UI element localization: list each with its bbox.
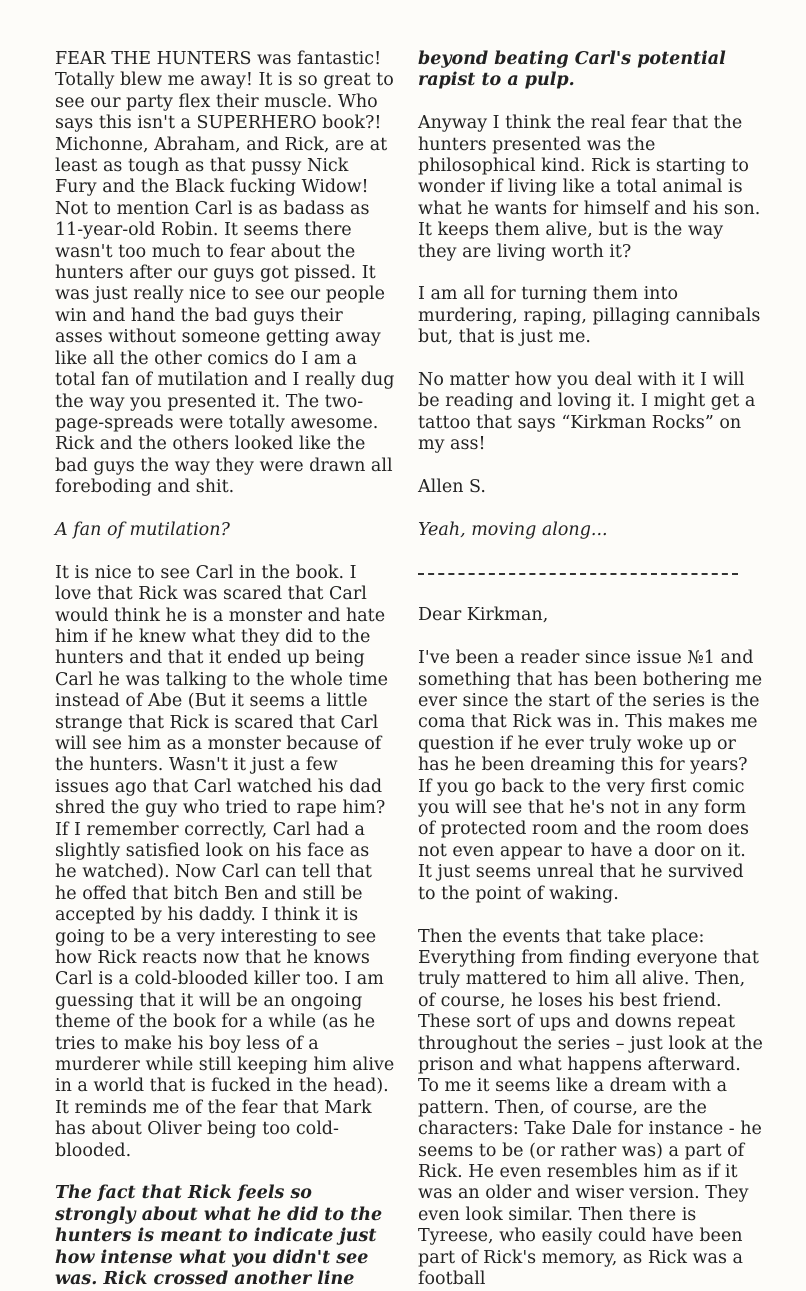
editor-reply-continued: beyond beating Carl's potential rapist to a pulp. <box>418 49 726 91</box>
letter-paragraph: It is nice to see Carl in the book. I love that Rick was scared that Carl would think he is a monster and hate him if he knew what they did to the hunters and that it ended up being Carl he was talking to the whole time instead of Abe (But it seems a little strange that Rick is scared that Carl will see him as a monster because of the hunters. Wasn't it just a few issues ago that Carl watched his dad shred the guy who tried to rape him? If I remember correctly, Carl had a slightly satisfied look on his face as he watched). Now Carl can tell that he offed that bitch Ben and still be accepted by his daddy. I think it is going to be a very interesting to see how Rick reacts now that he knows Carl is a cold-blooded killer too. I am guessing that it will be an ongoing theme of the book for a while (as he tries to make his boy less of a murderer while still keeping him alive in a world that is fucked in the head). It reminds me of the fear that Mark has about Oliver being too cold-blooded. <box>55 562 395 1161</box>
editor-reply: The fact that Rick feels so strongly about what he did to the hunters is meant to indicate just how intense what you didn't see was. Rick crossed another line <box>55 1183 383 1290</box>
letter-paragraph: No matter how you deal with it I will be reading and loving it. I might get a tattoo that says “Kirkman Rocks” on my ass! <box>418 370 756 455</box>
letter-paragraph: Anyway I think the real fear that the hunters presented was the philosophical kind. Rick is starting to wonder if living like a total animal is what he wants for himself and his son. It keeps them alive, but is the way they are living worth it? <box>418 113 761 262</box>
letter-salutation: Dear Kirkman, <box>418 605 549 626</box>
left-column <box>55 49 395 1291</box>
letter-paragraph: I've been a reader since issue №1 and something that has been bothering me ever since the start of the series is the coma that Rick was in. This makes me question if he ever truly woke up or has he been dreaming this for years? If you go back to the very first comic you will see that he's not in any form of protected room and the room does not even appear to have a door on it. It just seems unreal that he survived to the point of waking. <box>418 648 763 904</box>
letter-signature: Allen S. <box>418 477 486 498</box>
editor-reply: Yeah, moving along... <box>418 519 608 540</box>
editor-reply: A fan of mutilation? <box>55 519 230 540</box>
letter-paragraph: FEAR THE HUNTERS was fantastic! Totally blew me away! It is so great to see our party flex their muscle. Who says this isn't a SUPERHERO book?! Michonne, Abraham, and Rick, are at least as tough as that pussy Nick Fury and the Black fucking Widow! Not to mention Carl is as badass as 11-year-old Robin. It seems there wasn't too much to fear about the hunters after our guys got pissed. It was just really nice to see our people win and hand the bad guys their asses without someone getting away like all the other comics do I am a total fan of mutilation and I really dug the way you presented it. The two-page-spreads were totally awesome. Rick and the others looked like the bad guys the way they were drawn all foreboding and shit. <box>55 49 395 498</box>
letter-paragraph: I am all for turning them into murdering, raping, pillaging cannibals but, that is just me. <box>418 284 761 348</box>
dashed-divider <box>418 563 763 584</box>
letter-paragraph: Then the events that take place: Everything from finding everyone that truly mattered to him all alive. Then, of course, he loses his best friend. These sort of ups and downs repeat throughout the series – just look at the prison and what happens afterward. To me it seems like a dream with a pattern. Then, of course, are the characters: Take Dale for instance - he seems to be (or rather was) a part of Rick. He even resembles him as if it was an older and wiser version. They even look similar. Then there is Tyreese, who easily could have been part of Rick's memory, as Rick was a football <box>418 926 763 1289</box>
right-column <box>418 49 763 1290</box>
